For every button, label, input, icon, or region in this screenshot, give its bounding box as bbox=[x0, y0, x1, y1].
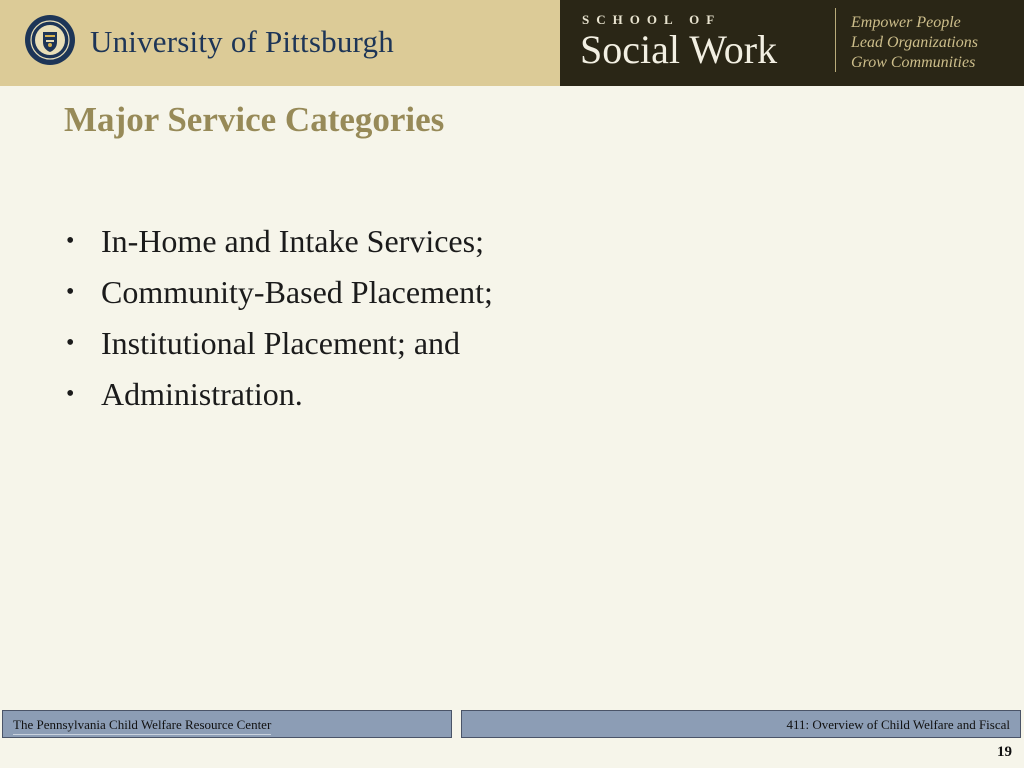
school-tagline bbox=[851, 13, 978, 73]
bullet-icon: • bbox=[66, 279, 75, 305]
bullet-text: Administration. bbox=[101, 376, 303, 412]
bullet-list bbox=[62, 218, 493, 422]
bullet-text: In-Home and Intake Services; bbox=[101, 223, 484, 259]
slide-header bbox=[0, 0, 1024, 86]
bullet-text: Institutional Placement; and bbox=[101, 325, 461, 361]
bullet-item bbox=[62, 218, 493, 269]
school-name: Social Work bbox=[580, 27, 778, 72]
footer-organization: The Pennsylvania Child Welfare Resource Center bbox=[13, 717, 271, 735]
tagline-line-3: Grow Communities bbox=[851, 54, 976, 71]
tagline-line-2: Lead Organizations bbox=[851, 34, 978, 51]
bullet-item bbox=[62, 269, 493, 320]
page-number: 19 bbox=[997, 744, 1012, 760]
footer-course-title: 411: Overview of Child Welfare and Fiscal bbox=[786, 717, 1010, 732]
banner-divider bbox=[835, 8, 836, 72]
university-seal-icon bbox=[24, 14, 76, 66]
bullet-item bbox=[62, 371, 493, 422]
university-name: University of Pittsburgh bbox=[90, 24, 394, 59]
footer-organization-box bbox=[2, 710, 452, 738]
bullet-text: Community-Based Placement; bbox=[101, 274, 493, 310]
tagline-line-1: Empower People bbox=[851, 14, 961, 31]
footer-course-box bbox=[461, 710, 1021, 738]
slide-title: Major Service Categories bbox=[64, 100, 445, 139]
school-banner bbox=[560, 0, 1024, 86]
school-of-label: SCHOOL OF bbox=[582, 12, 722, 27]
university-banner bbox=[0, 0, 560, 86]
bullet-icon: • bbox=[66, 228, 75, 254]
bullet-icon: • bbox=[66, 381, 75, 407]
bullet-item bbox=[62, 320, 493, 371]
bullet-icon: • bbox=[66, 330, 75, 356]
